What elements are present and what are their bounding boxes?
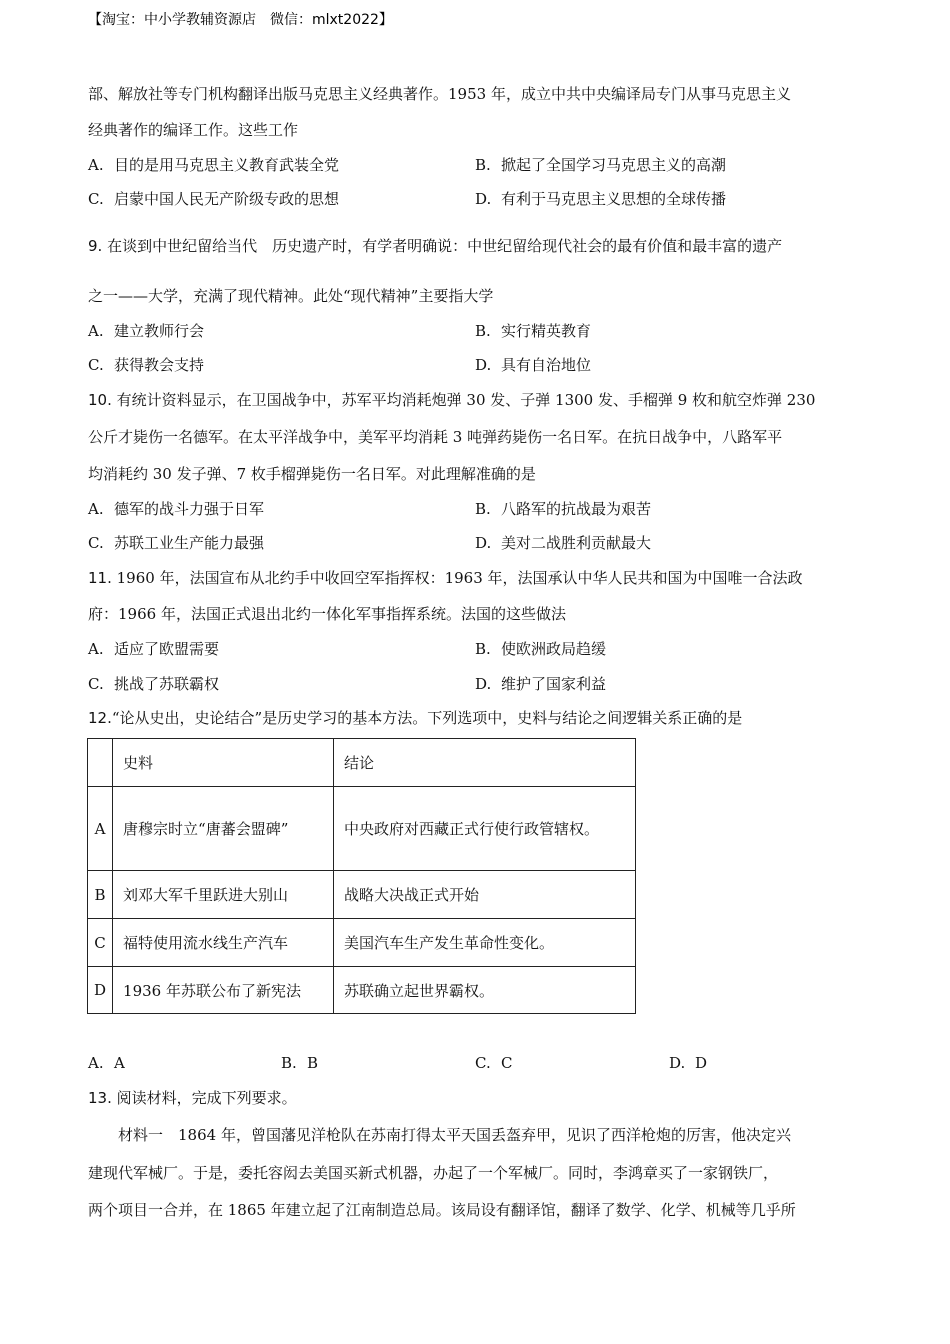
q10-text-line2: 公斤才毙伤一名德军。在太平洋战争中，美军平均消耗 3 吨弹药毙伤一名日军。在抗日战争中，八路军平: [88, 428, 783, 446]
option-text: 启蒙中国人民无产阶级专政的思想: [114, 190, 340, 208]
option-text: A: [114, 1054, 125, 1072]
row-conclusion: 苏联确立起世界霸权。: [334, 967, 636, 1014]
option-text: D: [695, 1054, 708, 1072]
table-row: [88, 967, 636, 1014]
header-cell-source: 史料: [113, 739, 334, 787]
q13-material-line3: 两个项目一合并，在 1865 年建立起了江南制造总局。该局设有翻译馆，翻译了数学、化学、机械等几乎所: [88, 1201, 796, 1219]
q11-option-b: [475, 638, 606, 659]
option-letter: B.: [475, 322, 491, 340]
row-source: 刘邓大军千里跃进大别山: [113, 871, 334, 919]
option-letter: B.: [281, 1054, 297, 1072]
q9-option-d: [475, 354, 591, 375]
q8-option-a: [88, 154, 339, 175]
header-cell-blank: [88, 739, 113, 787]
table-row: [88, 871, 636, 919]
q9-option-b: [475, 320, 591, 341]
option-text: 苏联工业生产能力最强: [114, 534, 265, 552]
question-number: 9.: [88, 237, 103, 255]
option-text: 有利于马克思主义思想的全球传播: [501, 190, 727, 208]
option-text: 具有自治地位: [501, 356, 592, 374]
option-text: 使欧洲政局趋缓: [501, 640, 607, 658]
option-text: 适应了欧盟需要: [114, 640, 220, 658]
q10-text-line1: [88, 389, 815, 410]
q8-text-line2: 经典著作的编译工作。这些工作: [88, 121, 299, 139]
option-text: 掀起了全国学习马克思主义的高潮: [501, 156, 727, 174]
q12-option-c: [475, 1054, 512, 1072]
question-number: 13.: [88, 1089, 112, 1107]
q12-option-b: [281, 1054, 318, 1072]
row-letter: D: [88, 967, 113, 1014]
option-letter: D.: [475, 190, 492, 208]
q9-text-line1: [88, 235, 782, 256]
q12-option-a: [88, 1054, 125, 1072]
row-conclusion: 中央政府对西藏正式行使行政管辖权。: [334, 787, 636, 871]
page-header: 【淘宝：中小学教辅资源店 微信：mlxt2022】: [88, 12, 393, 28]
option-text: 获得教会支持: [114, 356, 205, 374]
row-letter: A: [88, 787, 113, 871]
option-letter: D.: [475, 675, 492, 693]
q11-text-line1: [88, 567, 803, 588]
q10-option-c: [88, 532, 264, 553]
q9-option-a: [88, 320, 204, 341]
option-letter: D.: [475, 356, 492, 374]
q10-option-b: [475, 498, 651, 519]
option-letter: D.: [669, 1054, 686, 1072]
q12-table: [87, 738, 636, 1014]
row-conclusion: 战略大决战正式开始: [334, 871, 636, 919]
option-letter: A.: [88, 640, 104, 658]
option-text: 挑战了苏联霸权: [114, 675, 220, 693]
option-text: 建立教师行会: [114, 322, 205, 340]
question-number: 10.: [88, 391, 112, 409]
q10-text-line3: 均消耗约 30 发子弹、7 枚手榴弹毙伤一名日军。对此理解准确的是: [88, 465, 536, 483]
q11-text-line2: 府：1966 年，法国正式退出北约一体化军事指挥系统。法国的这些做法: [88, 605, 566, 623]
q8-option-b: [475, 154, 726, 175]
option-letter: A.: [88, 1054, 104, 1072]
row-source: 唐穆宗时立“唐蕃会盟碑”: [113, 787, 334, 871]
option-letter: C.: [88, 534, 104, 552]
option-letter: C.: [88, 675, 104, 693]
option-text: 德军的战斗力强于日军: [114, 500, 265, 518]
q8-option-d: [475, 188, 726, 209]
q9-stem: 在谈到中世纪留给当代 历史遗产时，有学者明确说：中世纪留给现代社会的最有价值和最丰富的遗产: [102, 237, 783, 255]
q9-text-line2: 之一——大学，充满了现代精神。此处“现代精神”主要指大学: [88, 287, 494, 305]
table-row: [88, 787, 636, 871]
q12-stem: “论从史出，史论结合”是历史学习的基本方法。下列选项中，史料与结论之间逻辑关系正确的是: [111, 709, 743, 727]
option-letter: C.: [88, 356, 104, 374]
table-row: [88, 919, 636, 967]
row-letter: B: [88, 871, 113, 919]
row-source: 1936 年苏联公布了新宪法: [113, 967, 334, 1014]
option-letter: A.: [88, 156, 104, 174]
question-number: 11.: [88, 569, 112, 587]
q9-option-c: [88, 354, 204, 375]
row-source: 福特使用流水线生产汽车: [113, 919, 334, 967]
q10-option-d: [475, 532, 651, 553]
q8-text-line1: 部、解放社等专门机构翻译出版马克思主义经典著作。1953 年，成立中共中央编译局专门从事马克思主义: [88, 85, 791, 103]
q11-stem: 1960 年，法国宣布从北约手中收回空军指挥权：1963 年，法国承认中华人民共和国为中国唯一合法政: [111, 569, 803, 587]
option-text: 美对二战胜利贡献最大: [501, 534, 652, 552]
q8-option-c: [88, 188, 339, 209]
option-letter: B.: [475, 156, 491, 174]
q13-material-line1: 材料一 1864 年，曾国藩见洋枪队在苏南打得太平天国丢盔弃甲，见识了西洋枪炮的厉害，他决定兴: [118, 1126, 791, 1144]
option-letter: C.: [88, 190, 104, 208]
option-letter: C.: [475, 1054, 491, 1072]
q13-material-line2: 建现代军械厂。于是，委托容闳去美国买新式机器，办起了一个军械厂。同时，李鸿章买了一家钢铁厂，: [88, 1164, 779, 1182]
q10-option-a: [88, 498, 264, 519]
option-letter: A.: [88, 322, 104, 340]
option-text: 目的是用马克思主义教育武装全党: [114, 156, 340, 174]
header-cell-conclusion: 结论: [334, 739, 636, 787]
q11-option-c: [88, 673, 219, 694]
q12-option-d: [669, 1054, 707, 1072]
q13-text-line1: [88, 1087, 297, 1108]
q10-stem: 有统计资料显示，在卫国战争中，苏军平均消耗炮弹 30 发、子弹 1300 发、手榴弹 9 枚和航空炸弹 230: [111, 391, 816, 409]
q11-option-a: [88, 638, 219, 659]
option-letter: A.: [88, 500, 104, 518]
row-conclusion: 美国汽车生产发生革命性变化。: [334, 919, 636, 967]
q13-stem: 阅读材料，完成下列要求。: [111, 1089, 297, 1107]
option-text: 实行精英教育: [501, 322, 592, 340]
option-text: 八路军的抗战最为艰苦: [501, 500, 652, 518]
option-letter: B.: [475, 500, 491, 518]
row-letter: C: [88, 919, 113, 967]
q11-option-d: [475, 673, 606, 694]
option-text: 维护了国家利益: [501, 675, 607, 693]
table-header-row: [88, 739, 636, 787]
option-letter: B.: [475, 640, 491, 658]
option-letter: D.: [475, 534, 492, 552]
option-text: C: [501, 1054, 513, 1072]
question-number: 12.: [88, 709, 112, 727]
option-text: B: [307, 1054, 319, 1072]
q12-text-line1: [88, 707, 742, 728]
